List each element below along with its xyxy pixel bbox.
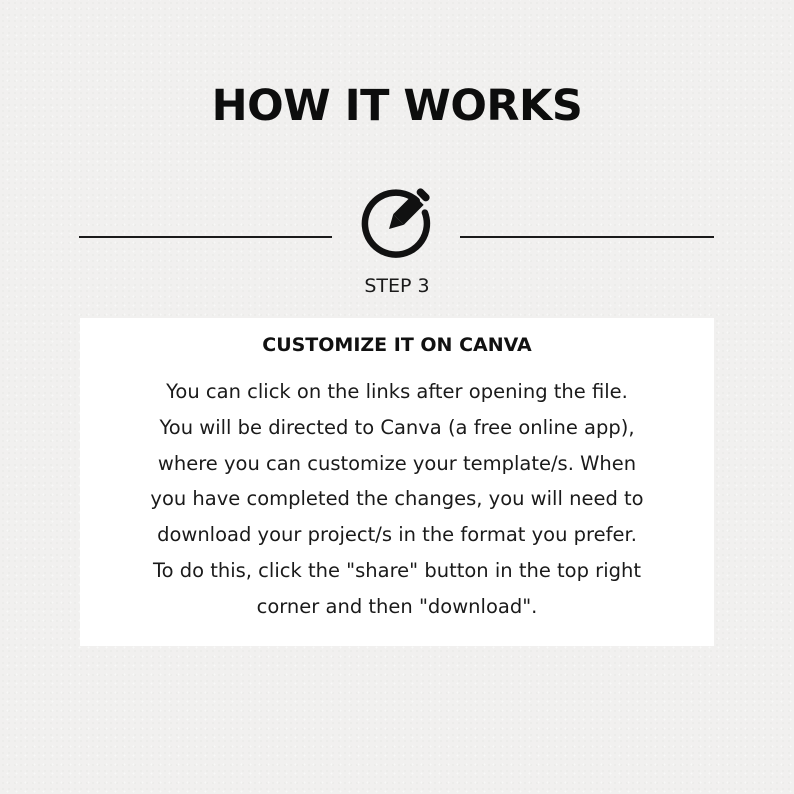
page-title: HOW IT WORKS [211,81,583,131]
card-body [100,374,694,625]
body-line: You will be directed to Canva (a free online app), [159,415,635,439]
body-line: download your project/s in the format you prefer. [157,523,637,547]
body-line: corner and then "download". [256,594,538,618]
step-label: STEP 3 [364,275,430,297]
body-line: To do this, click the "share" button in the top right [152,558,642,582]
edit-pencil-circle-icon [354,180,438,264]
body-line: where you can customize your template/s. When [157,451,637,475]
body-line: you have completed the changes, you will need to [150,487,644,511]
instruction-card [80,318,714,646]
divider-left [79,236,332,238]
divider-right [460,236,714,238]
body-line: You can click on the links after opening the file. [166,380,628,403]
card-heading: CUSTOMIZE IT ON CANVA [262,334,532,356]
